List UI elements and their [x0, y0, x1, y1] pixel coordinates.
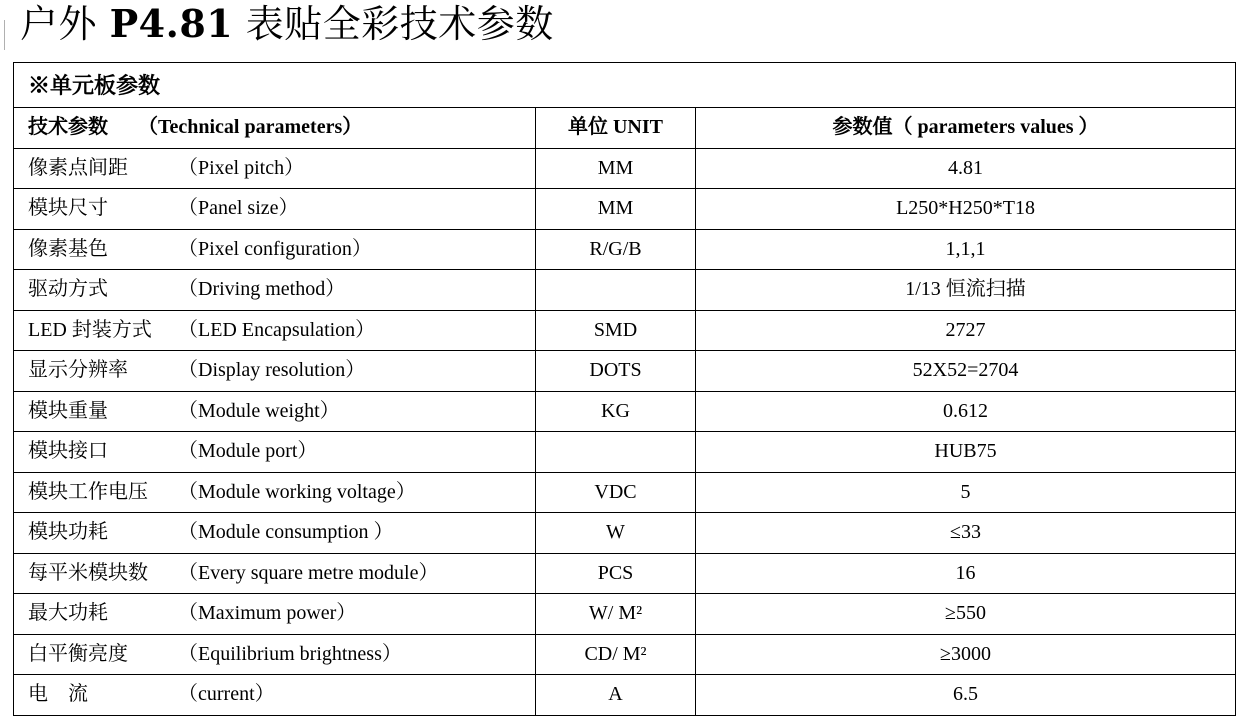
unit-cell: SMD — [536, 310, 696, 351]
value-cell: 6.5 — [696, 675, 1236, 716]
param-name-en: （Module working voltage） — [178, 480, 416, 503]
table-row — [14, 229, 1236, 270]
param-cell — [14, 513, 536, 554]
param-cell — [14, 189, 536, 230]
param-name-en: （Display resolution） — [178, 359, 366, 382]
page-title — [20, 0, 554, 50]
header-row — [14, 108, 1236, 149]
section-title: ※单元板参数 — [14, 63, 1236, 108]
section-row — [14, 63, 1236, 108]
unit-cell: CD/ M² — [536, 634, 696, 675]
param-name-cn: 最大功耗 — [28, 602, 108, 625]
table-row — [14, 148, 1236, 189]
param-cell — [14, 594, 536, 635]
param-name-en: （Module port） — [178, 440, 318, 463]
param-name-en: （Pixel pitch） — [178, 156, 305, 179]
param-cell — [14, 351, 536, 392]
param-name-cn: 模块工作电压 — [28, 480, 148, 503]
value-cell: 1,1,1 — [696, 229, 1236, 270]
param-name-cn: 电 流 — [28, 683, 88, 706]
param-name-cn: 每平米模块数 — [28, 561, 148, 584]
unit-cell: MM — [536, 148, 696, 189]
spec-table — [13, 62, 1236, 716]
param-name-cn: 显示分辨率 — [28, 359, 128, 382]
param-name-cn: 模块重量 — [28, 399, 108, 422]
param-cell — [14, 270, 536, 311]
table-row — [14, 351, 1236, 392]
param-name-cn: 模块功耗 — [28, 521, 108, 544]
table-row — [14, 189, 1236, 230]
value-cell: 0.612 — [696, 391, 1236, 432]
table-row — [14, 553, 1236, 594]
value-cell: ≤33 — [696, 513, 1236, 554]
param-name-en: （Equilibrium brightness） — [178, 642, 402, 665]
table-row — [14, 634, 1236, 675]
page-title-model: P4.81 — [109, 1, 234, 46]
header-value: 参数值（ parameters values ） — [696, 108, 1236, 149]
param-name-cn: 模块接口 — [28, 440, 108, 463]
spec-table-body — [14, 63, 1236, 716]
unit-cell: R/G/B — [536, 229, 696, 270]
value-cell: 4.81 — [696, 148, 1236, 189]
value-cell: 5 — [696, 472, 1236, 513]
unit-cell: KG — [536, 391, 696, 432]
param-name-en: （current） — [178, 683, 275, 706]
param-cell — [14, 472, 536, 513]
table-row — [14, 391, 1236, 432]
param-name-en: （Pixel configuration） — [178, 237, 372, 260]
param-name-en: （Every square metre module） — [178, 561, 439, 584]
unit-cell: W/ M² — [536, 594, 696, 635]
value-cell: 16 — [696, 553, 1236, 594]
unit-cell: W — [536, 513, 696, 554]
param-cell — [14, 675, 536, 716]
table-row — [14, 432, 1236, 473]
value-cell: HUB75 — [696, 432, 1236, 473]
param-name-cn: 像素点间距 — [28, 156, 128, 179]
param-cell — [14, 229, 536, 270]
header-unit: 单位 UNIT — [536, 108, 696, 149]
param-cell — [14, 432, 536, 473]
param-name-en: （Panel size） — [178, 197, 299, 220]
unit-cell: A — [536, 675, 696, 716]
unit-cell — [536, 432, 696, 473]
param-name-cn: 模块尺寸 — [28, 197, 108, 220]
param-name-en: （Maximum power） — [178, 602, 357, 625]
table-row — [14, 594, 1236, 635]
value-cell: L250*H250*T18 — [696, 189, 1236, 230]
param-name-cn: 驱动方式 — [28, 278, 108, 301]
value-cell: 52X52=2704 — [696, 351, 1236, 392]
value-cell: ≥550 — [696, 594, 1236, 635]
value-cell: ≥3000 — [696, 634, 1236, 675]
param-name-en: （Module consumption ） — [178, 521, 394, 544]
param-name-en: （Driving method） — [178, 278, 346, 301]
value-cell: 1/13 恒流扫描 — [696, 270, 1236, 311]
param-cell — [14, 634, 536, 675]
param-cell — [14, 391, 536, 432]
param-name-cn: LED 封装方式 — [28, 318, 152, 341]
table-row — [14, 270, 1236, 311]
table-row — [14, 675, 1236, 716]
table-row — [14, 513, 1236, 554]
unit-cell: MM — [536, 189, 696, 230]
param-name-en: （LED Encapsulation） — [178, 318, 376, 341]
page-title-prefix: 户外 — [20, 2, 110, 46]
param-name-cn: 像素基色 — [28, 237, 108, 260]
header-param: 技术参数 （Technical parameters） — [14, 108, 536, 149]
param-name-en: （Module weight） — [178, 399, 340, 422]
param-cell — [14, 553, 536, 594]
unit-cell: VDC — [536, 472, 696, 513]
unit-cell: DOTS — [536, 351, 696, 392]
table-row — [14, 472, 1236, 513]
param-name-cn: 白平衡亮度 — [28, 642, 128, 665]
param-cell — [14, 148, 536, 189]
page-title-suffix: 表贴全彩技术参数 — [233, 2, 554, 46]
param-cell — [14, 310, 536, 351]
page-edge-rule — [4, 20, 5, 50]
unit-cell — [536, 270, 696, 311]
value-cell: 2727 — [696, 310, 1236, 351]
unit-cell: PCS — [536, 553, 696, 594]
table-row — [14, 310, 1236, 351]
